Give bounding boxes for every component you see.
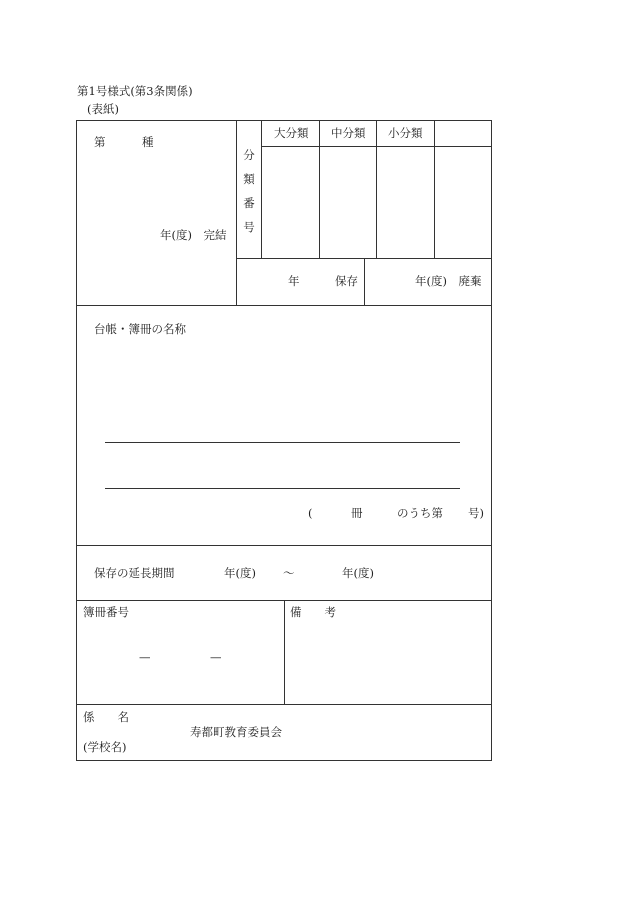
board-name: 寿都町教育委員会 (190, 725, 282, 739)
satsu-label: 冊 (351, 506, 363, 520)
go-label: 号) (468, 506, 484, 520)
extension-tilde: 〜 (283, 566, 295, 580)
shu-label: 種 (142, 135, 154, 149)
remarks-label: 備 考 (290, 605, 336, 619)
dai-label: 第 (94, 135, 106, 149)
cat-col-line-2 (376, 120, 377, 258)
form-subtitle: (表紙) (87, 102, 119, 116)
cat-col-line-3 (434, 120, 435, 258)
frame-left (76, 120, 77, 761)
chubunrui-header: 中分類 (331, 126, 366, 140)
cat-header-line (261, 146, 492, 147)
divider-ledger-extension (76, 545, 492, 546)
haiki-label: 年(度) 廃棄 (415, 274, 482, 288)
booklet-split-line (284, 600, 285, 705)
divider-cover-ledger (76, 305, 492, 306)
frame-top (76, 120, 492, 121)
school-label: (学校名) (83, 740, 127, 754)
ledger-name-line-1 (105, 442, 460, 443)
hozon-split-line (364, 258, 365, 306)
frame-bottom (76, 760, 492, 761)
frame-right (491, 120, 492, 761)
form-title: 第1号様式(第3条関係) (77, 84, 193, 98)
booklet-dash-2: — (210, 650, 222, 664)
booklet-dash-1: — (139, 650, 151, 664)
uchi-label: のうち第 (397, 506, 443, 520)
extension-label: 保存の延長期間 (94, 566, 175, 580)
bunrui-col-line (261, 120, 262, 258)
daibunrui-header: 大分類 (274, 126, 309, 140)
hozon-label: 保存 (335, 274, 358, 288)
extension-from: 年(度) (224, 566, 256, 580)
bunrui-bango-vertical: 分 類 番 号 (243, 148, 255, 234)
shobunrui-header: 小分類 (388, 126, 423, 140)
completed-label: 年(度) 完結 (160, 228, 227, 242)
kakari-label: 係 名 (83, 710, 129, 724)
cat-col-line-1 (319, 120, 320, 258)
ledger-name-line-2 (105, 488, 460, 489)
cover-split-line (236, 120, 237, 306)
extension-to: 年(度) (342, 566, 374, 580)
paren-open: ( (308, 506, 313, 520)
nen-label: 年 (288, 274, 300, 288)
booklet-number-label: 簿冊番号 (83, 605, 129, 619)
ledger-name-label: 台帳・簿冊の名称 (94, 322, 186, 336)
